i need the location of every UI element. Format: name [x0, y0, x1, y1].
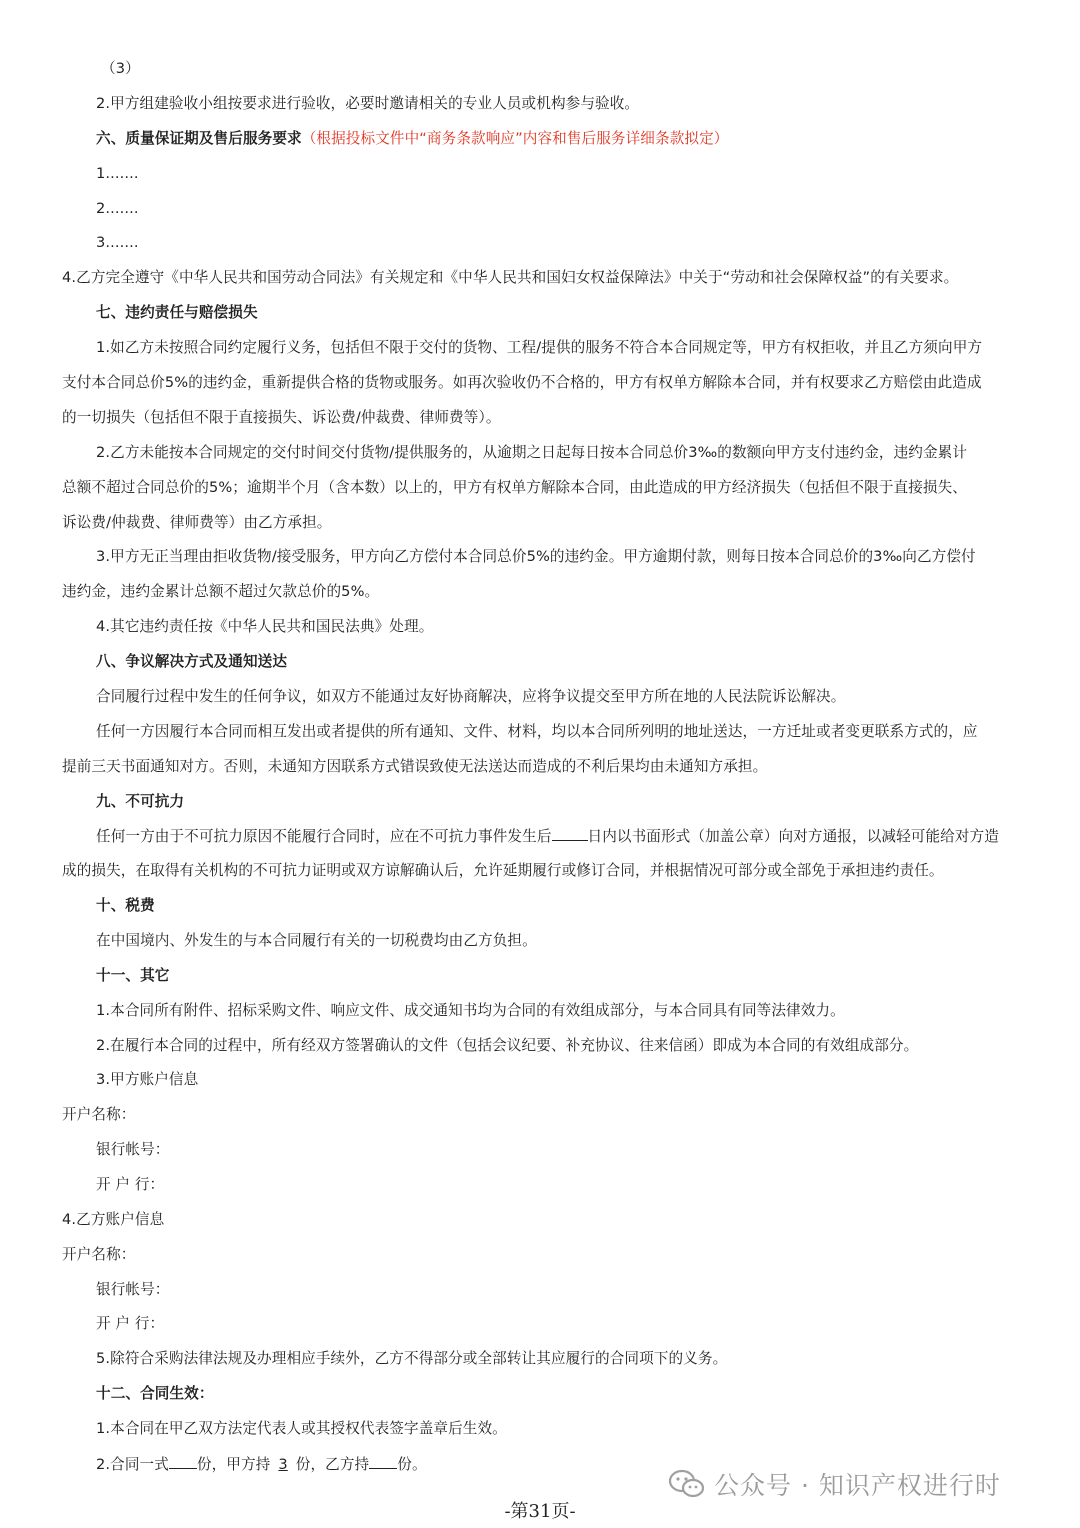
- paragraph-line: 1.本合同在甲乙双方法定代表人或其授权代表签字盖章后生效。: [96, 1420, 507, 1437]
- list-item: 1.......: [96, 165, 139, 182]
- copies-clause: [96, 1454, 427, 1475]
- list-item: 2.......: [96, 200, 139, 217]
- party-a-copies-value: 3: [278, 1456, 288, 1473]
- page-number: -第31页-: [504, 1501, 576, 1522]
- paragraph-line: 3.甲方无正当理由拒收货物/接受服务，甲方向乙方偿付本合同总价5%的违约金。甲方逾期付款，则每日按本合同总价的3‰向乙方偿付: [96, 548, 976, 565]
- paragraph-line: 4.其它违约责任按《中华人民共和国民法典》处理。: [96, 618, 434, 635]
- party-a-account-heading: 3.甲方账户信息: [96, 1071, 199, 1088]
- paragraph-line: 5.除符合采购法律法规及办理相应手续外，乙方不得部分或全部转让其应履行的合同项下的义务。: [96, 1350, 728, 1367]
- bank-account-label: 银行帐号：: [96, 1141, 170, 1158]
- section-7-heading: 七、违约责任与赔偿损失: [96, 304, 258, 321]
- watermark: [668, 1464, 1001, 1504]
- paragraph-line: 任何一方因履行本合同而相互发出或者提供的所有通知、文件、材料，均以本合同所列明的地址送达，一方迁址或者变更联系方式的，应: [96, 723, 978, 740]
- text-span: 份，甲方持: [196, 1456, 271, 1473]
- party-b-copies-blank: [369, 1454, 397, 1469]
- section-6-heading: [96, 129, 728, 149]
- paragraph-line: 合同履行过程中发生的任何争议，如双方不能通过友好协商解决，应将争议提交至甲方所在地的人民法院诉讼解决。: [96, 688, 846, 705]
- section-12-heading: 十二、合同生效：: [96, 1385, 214, 1402]
- paragraph-line: 成的损失，在取得有关机构的不可抗力证明或双方谅解确认后，允许延期履行或修订合同，并根据情况可部分或全部免于承担违约责任。: [62, 862, 944, 879]
- paragraph-line: 1.如乙方未按照合同约定履行义务，包括但不限于交付的货物、工程/提供的服务不符合本合同规定等，甲方有权拒收，并且乙方须向甲方: [96, 339, 983, 356]
- text-span: 2.合同一式: [96, 1456, 169, 1473]
- paragraph-line: 1.本合同所有附件、招标采购文件、响应文件、成交通知书均为合同的有效组成部分，与本合同具有同等法律效力。: [96, 1002, 845, 1019]
- copies-blank: [169, 1454, 197, 1469]
- labor-law-clause: 4.乙方完全遵守《中华人民共和国劳动合同法》有关规定和《中华人民共和国妇女权益保障法》中关于“劳动和社会保障权益”的有关要求。: [62, 269, 959, 286]
- paragraph-line: 支付本合同总价5%的违约金，重新提供合格的货物或服务。如再次验收仍不合格的，甲方有权单方解除本合同，并有权要求乙方赔偿由此造成: [62, 374, 982, 391]
- days-blank: [552, 826, 588, 841]
- section-8-heading: 八、争议解决方式及通知送达: [96, 653, 288, 670]
- account-name-label: 开户名称：: [62, 1106, 136, 1123]
- acceptance-clause: 2.甲方组建验收小组按要求进行验收，必要时邀请相关的专业人员或机构参与验收。: [96, 95, 640, 112]
- watermark-text: 公众号 · 知识产权进行时: [714, 1471, 1001, 1500]
- section-9-heading: 九、不可抗力: [96, 793, 185, 810]
- paragraph-line: 诉讼费/仲裁费、律师费等）由乙方承担。: [62, 514, 332, 531]
- section-6-title: 六、质量保证期及售后服务要求: [96, 130, 302, 147]
- text-span: 任何一方由于不可抗力原因不能履行合同时，应在不可抗力事件发生后: [96, 828, 552, 845]
- paragraph-line: 违约金，违约金累计总额不超过欠款总价的5%。: [62, 583, 380, 600]
- text-span: 份，乙方持: [295, 1456, 370, 1473]
- bank-account-label: 银行帐号：: [96, 1281, 170, 1298]
- text-span: 日内以书面形式（加盖公章）向对方通报，以减轻可能给对方造: [587, 828, 999, 845]
- section-11-heading: 十一、其它: [96, 967, 170, 984]
- section-10-heading: 十、税费: [96, 897, 155, 914]
- paragraph-line: 2.乙方未能按本合同规定的交付时间交付货物/提供服务的，从逾期之日起每日按本合同总价3‰的数额向甲方支付违约金，违约金累计: [96, 444, 968, 461]
- bank-label: 开 户 行：: [96, 1315, 165, 1332]
- paragraph-line: [96, 826, 999, 847]
- wechat-icon: [668, 1469, 706, 1499]
- list-item-3: （3）: [101, 60, 140, 77]
- paragraph-line: 提前三天书面通知对方。否则，未通知方因联系方式错误致使无法送达而造成的不利后果均由未通知方承担。: [62, 758, 768, 775]
- paragraph-line: 总额不超过合同总价的5%；逾期半个月（含本数）以上的，甲方有权单方解除本合同，由此造成的甲方经济损失（包括但不限于直接损失、: [62, 479, 967, 496]
- bank-label: 开 户 行：: [96, 1176, 165, 1193]
- paragraph-line: 2.在履行本合同的过程中，所有经双方签署确认的文件（包括会议纪要、补充协议、往来信函）即成为本合同的有效组成部分。: [96, 1037, 919, 1054]
- party-b-account-heading: 4.乙方账户信息: [62, 1211, 165, 1228]
- list-item: 3.......: [96, 234, 139, 251]
- paragraph-line: 的一切损失（包括但不限于直接损失、诉讼费/仲裁费、律师费等）。: [62, 409, 501, 426]
- section-6-note: （根据投标文件中“商务条款响应”内容和售后服务详细条款拟定）: [301, 130, 729, 147]
- account-name-label: 开户名称：: [62, 1246, 136, 1263]
- paragraph-line: 在中国境内、外发生的与本合同履行有关的一切税费均由乙方负担。: [96, 932, 537, 949]
- text-span: 份。: [397, 1456, 427, 1473]
